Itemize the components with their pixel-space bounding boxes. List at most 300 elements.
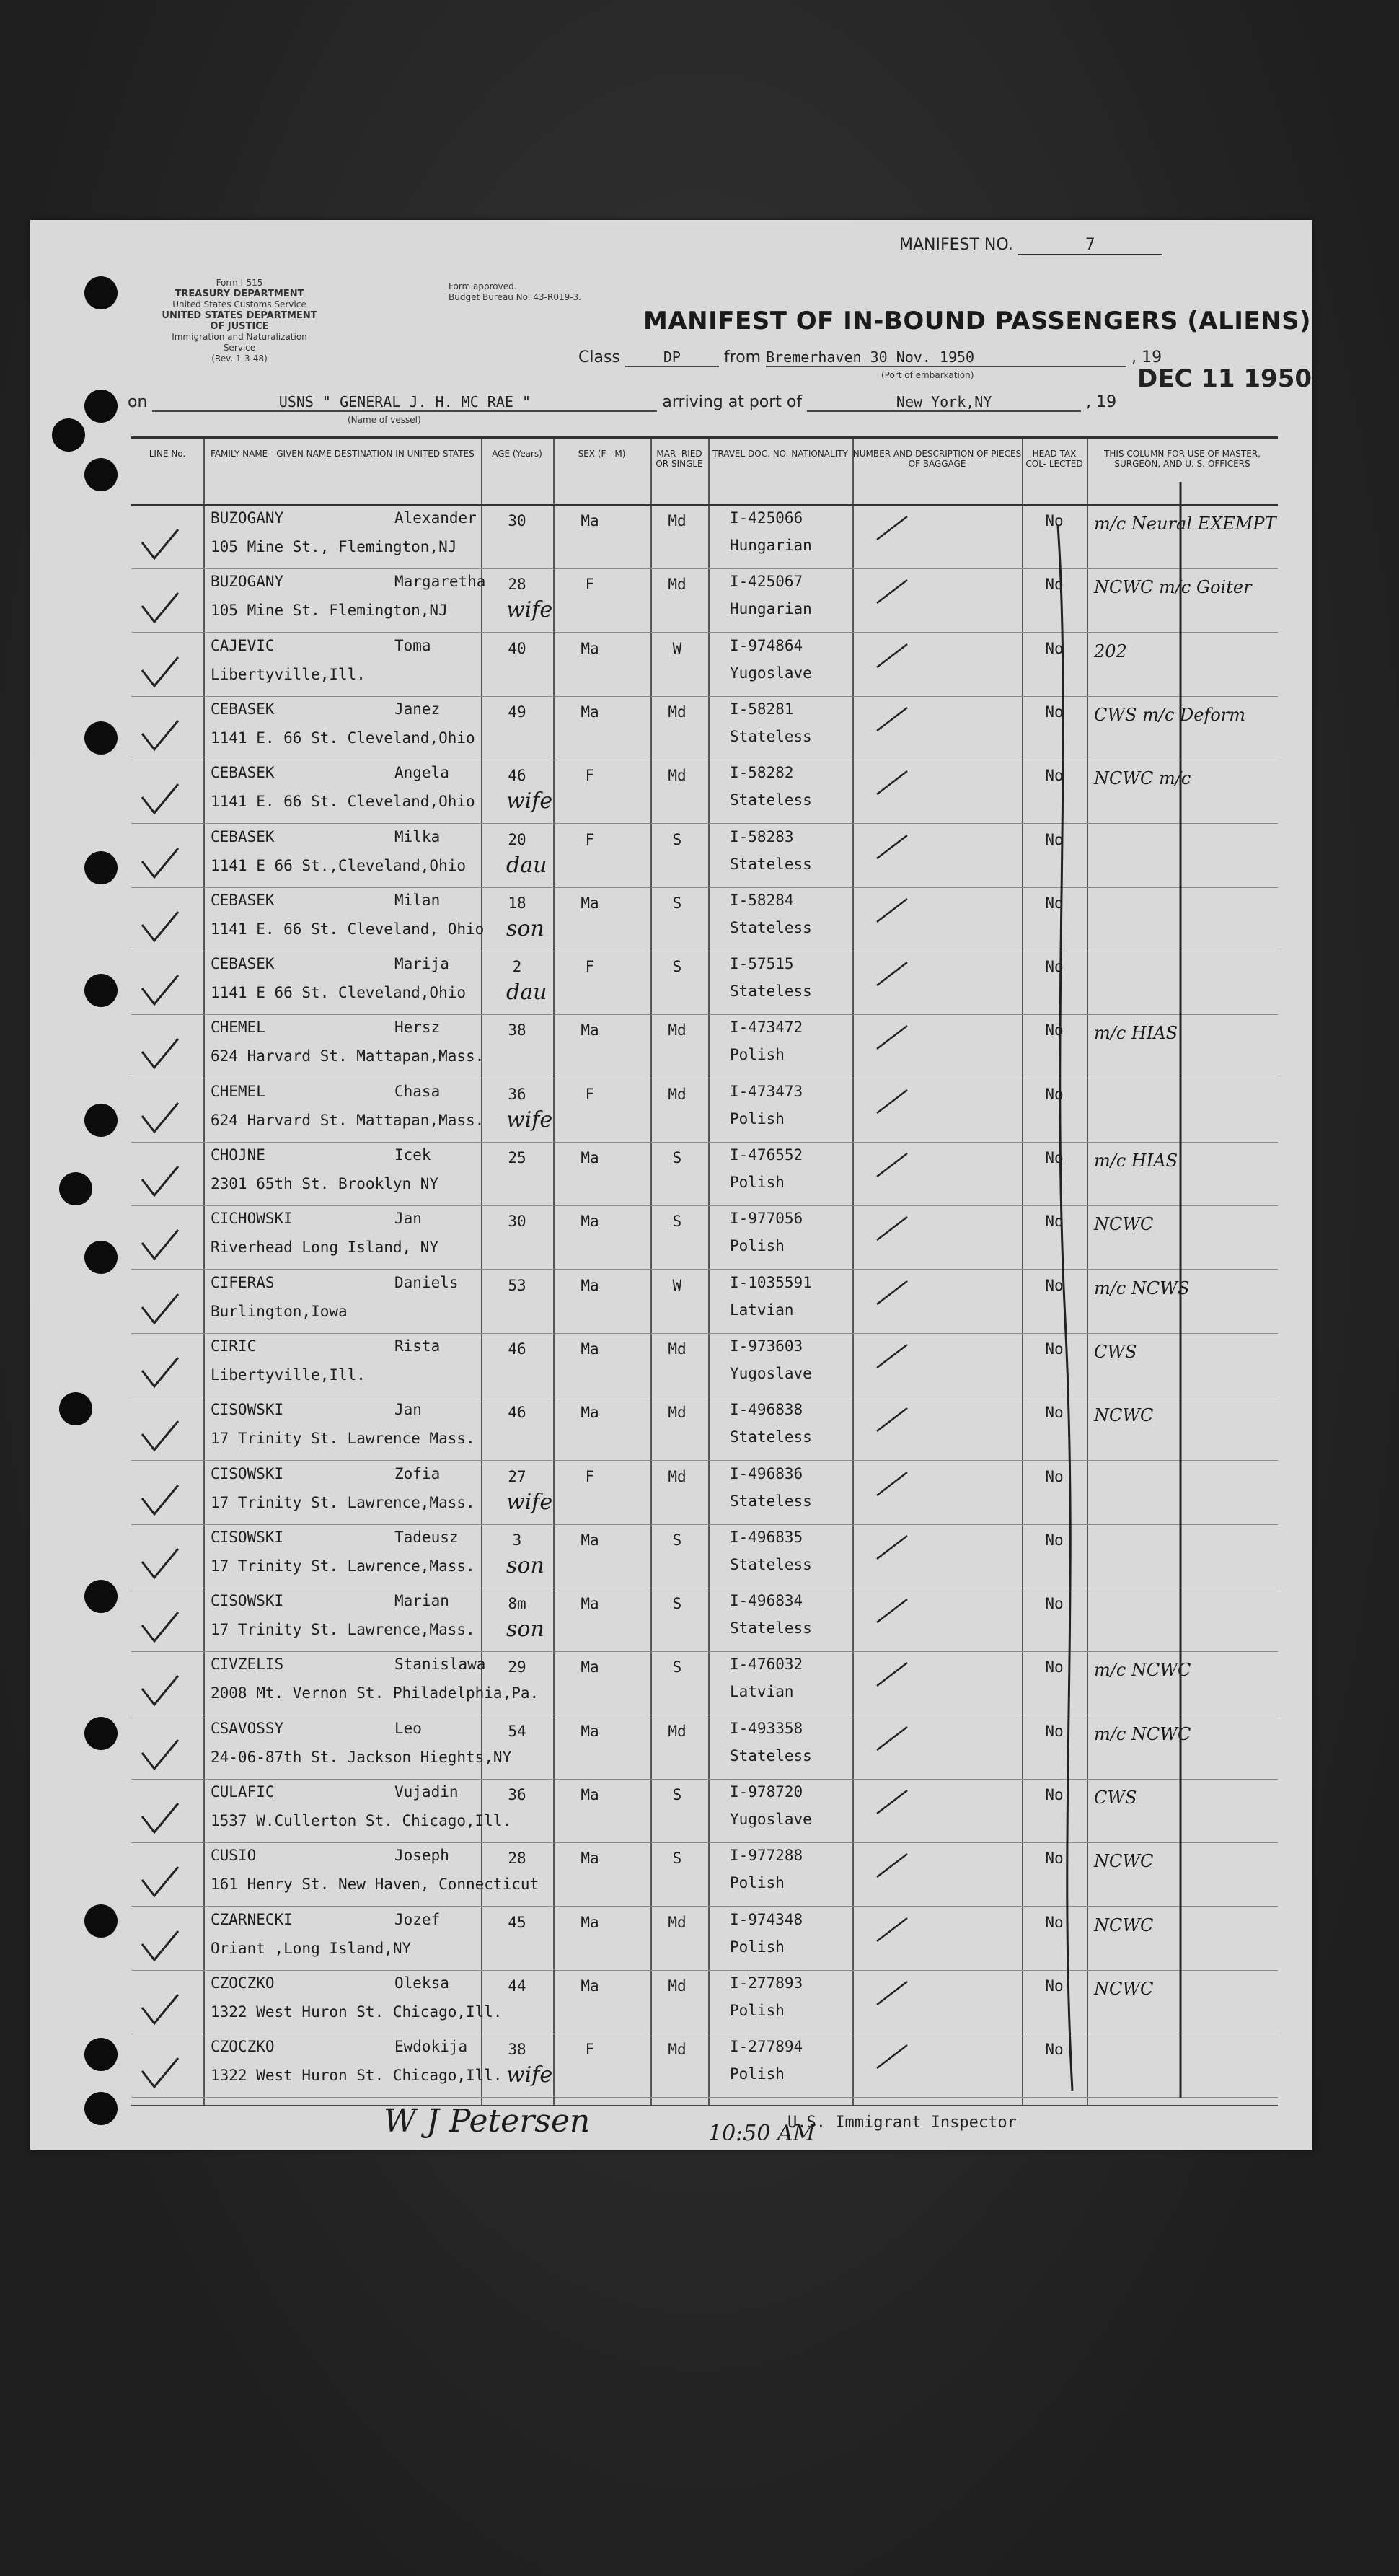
check-mark-icon xyxy=(138,909,182,945)
age: 49 xyxy=(508,703,526,721)
head-tax: No xyxy=(1045,1595,1064,1613)
form-approval: Form approved. Budget Bureau No. 43-R019-3. xyxy=(449,281,581,302)
check-mark-icon xyxy=(138,1482,182,1518)
col-married: MAR- RIED OR SINGLE xyxy=(656,449,703,469)
sex: Ma xyxy=(581,1722,599,1740)
age: 36 xyxy=(508,1786,526,1803)
age: 27 xyxy=(508,1467,526,1485)
family-name: CHOJNE xyxy=(211,1146,265,1164)
table-row xyxy=(131,1651,1278,1715)
head-tax: No xyxy=(1045,576,1064,594)
col-travel-doc: TRAVEL DOC. NO. NATIONALITY xyxy=(712,449,848,459)
check-mark-icon xyxy=(138,1673,182,1709)
travel-doc-no: I-978720 xyxy=(730,1783,803,1801)
check-mark-icon xyxy=(138,1227,182,1263)
marital-status: S xyxy=(672,1786,682,1803)
punch-hole xyxy=(84,458,118,491)
col-sex: SEX (F—M) xyxy=(578,449,626,459)
destination: 161 Henry St. New Haven, Connecticut xyxy=(211,1876,539,1894)
travel-doc-no: I-974864 xyxy=(730,636,803,654)
age: 38 xyxy=(508,1021,526,1039)
table-row xyxy=(131,1715,1278,1780)
doc-tick-icon xyxy=(874,1342,910,1374)
doc-tick-icon xyxy=(874,1788,910,1820)
sex: Ma xyxy=(581,1276,599,1294)
age: 44 xyxy=(508,1977,526,1995)
doc-tick-icon xyxy=(874,641,910,674)
punch-hole xyxy=(84,1717,118,1750)
destination: 2301 65th St. Brooklyn NY xyxy=(211,1175,439,1192)
doc-tick-icon xyxy=(874,577,910,610)
given-name: Jan xyxy=(394,1210,422,1228)
treasury-department: TREASURY DEPARTMENT xyxy=(175,289,304,299)
check-mark-icon xyxy=(138,781,182,817)
travel-doc-no: I-496838 xyxy=(730,1401,803,1419)
col-baggage: NUMBER AND DESCRIPTION OF PIECES OF BAGGAGE xyxy=(852,449,1022,469)
check-mark-icon xyxy=(138,718,182,754)
travel-doc-no: I-973603 xyxy=(730,1337,803,1355)
marital-status: Md xyxy=(668,1021,687,1039)
doc-tick-icon xyxy=(874,1087,910,1120)
destination: 105 Mine St. Flemington,NJ xyxy=(211,602,448,620)
doc-tick-icon xyxy=(874,1405,910,1438)
family-name: CEBASEK xyxy=(211,891,275,909)
table-row xyxy=(131,760,1278,824)
doc-tick-icon xyxy=(874,768,910,801)
agency-header xyxy=(160,278,319,364)
officer-note: CWS m/c Deform xyxy=(1094,704,1246,725)
age: 53 xyxy=(508,1276,526,1294)
destination: Libertyville,Ill. xyxy=(211,1366,366,1384)
relation-annotation: wife xyxy=(506,2062,553,2088)
marital-status: S xyxy=(672,1850,682,1868)
col-name: FAMILY NAME—GIVEN NAME DESTINATION IN UNITED STATES xyxy=(211,449,475,459)
travel-doc-no: I-974348 xyxy=(730,1910,803,1928)
head-tax: No xyxy=(1045,767,1064,785)
head-tax: No xyxy=(1045,1913,1064,1931)
check-mark-icon xyxy=(138,1864,182,1900)
doc-tick-icon xyxy=(874,1851,910,1883)
destination: 1141 E 66 St. Cleveland,Ohio xyxy=(211,984,467,1002)
check-mark-icon xyxy=(138,1418,182,1454)
check-mark-icon xyxy=(138,1036,182,1072)
doc-tick-icon xyxy=(874,1214,910,1247)
head-tax: No xyxy=(1045,958,1064,976)
head-tax: No xyxy=(1045,1404,1064,1422)
nationality: Stateless xyxy=(730,918,812,936)
vessel-note: (Name of vessel) xyxy=(348,415,421,425)
head-tax: No xyxy=(1045,1977,1064,1995)
sex: Ma xyxy=(581,1913,599,1931)
destination: 17 Trinity St. Lawrence,Mass. xyxy=(211,1557,475,1575)
marital-status: S xyxy=(672,1149,682,1166)
nationality: Hungarian xyxy=(730,537,812,554)
destination: 1322 West Huron St. Chicago,Ill. xyxy=(211,2067,503,2085)
nationality: Stateless xyxy=(730,855,812,873)
age: 28 xyxy=(508,576,526,594)
col-line-no: LINE No. xyxy=(149,449,186,459)
doc-tick-icon xyxy=(874,1660,910,1692)
family-name: CISOWSKI xyxy=(211,1464,284,1482)
age: 30 xyxy=(508,512,526,529)
family-name: CSAVOSSY xyxy=(211,1719,284,1737)
destination: Burlington,Iowa xyxy=(211,1302,348,1320)
given-name: Alexander xyxy=(394,509,477,527)
officer-note: m/c HIAS xyxy=(1094,1151,1178,1171)
sex: Ma xyxy=(581,512,599,529)
nationality: Yugoslave xyxy=(730,664,812,682)
vessel-line: on USNS " GENERAL J. H. MC RAE " arriving at port of New York,NY , 19 xyxy=(128,393,1117,411)
age: 25 xyxy=(508,1149,526,1166)
sex: Ma xyxy=(581,1213,599,1231)
marital-status: Md xyxy=(668,1977,687,1995)
nationality: Latvian xyxy=(730,1683,794,1701)
nationality: Polish xyxy=(730,2065,785,2083)
travel-doc-no: I-473473 xyxy=(730,1082,803,1100)
officer-note: NCWC xyxy=(1094,1214,1154,1235)
given-name: Vujadin xyxy=(394,1783,459,1801)
punch-hole xyxy=(84,390,118,423)
relation-annotation: son xyxy=(506,1617,544,1643)
given-name: Margaretha xyxy=(394,573,486,591)
sex: Ma xyxy=(581,1786,599,1803)
marital-status: S xyxy=(672,830,682,848)
officer-note: 202 xyxy=(1094,641,1127,661)
given-name: Janez xyxy=(394,700,441,718)
marital-status: S xyxy=(672,1658,682,1676)
relation-annotation: wife xyxy=(506,788,553,814)
check-mark-icon xyxy=(138,1928,182,1964)
doc-tick-icon xyxy=(874,1596,910,1629)
marital-status: S xyxy=(672,1595,682,1613)
table-row xyxy=(131,1142,1278,1206)
table-row xyxy=(131,1588,1278,1652)
passenger-table xyxy=(131,436,1278,2106)
family-name: CEBASEK xyxy=(211,955,275,973)
family-name: CISOWSKI xyxy=(211,1528,284,1546)
marital-status: S xyxy=(672,1531,682,1549)
head-tax: No xyxy=(1045,1276,1064,1294)
nationality: Stateless xyxy=(730,1746,812,1764)
head-tax: No xyxy=(1045,1340,1064,1358)
age: 36 xyxy=(508,1085,526,1103)
sex: F xyxy=(585,576,595,594)
check-mark-icon xyxy=(138,1609,182,1645)
family-name: CEBASEK xyxy=(211,827,275,845)
given-name: Oleksa xyxy=(394,1974,449,1992)
age: 46 xyxy=(508,767,526,785)
officer-note: NCWC xyxy=(1094,1915,1154,1935)
punch-hole xyxy=(59,1172,92,1205)
head-tax: No xyxy=(1045,1786,1064,1803)
class-value: DP xyxy=(625,348,719,367)
check-mark-icon xyxy=(138,590,182,626)
check-mark-icon xyxy=(138,1546,182,1582)
travel-doc-no: I-57515 xyxy=(730,955,794,973)
sex: F xyxy=(585,2041,595,2059)
head-tax: No xyxy=(1045,1021,1064,1039)
officer-note: NCWC m/c xyxy=(1094,768,1191,789)
nationality: Polish xyxy=(730,1174,785,1191)
doc-tick-icon xyxy=(874,832,910,865)
marital-status: Md xyxy=(668,703,687,721)
travel-doc-no: I-58281 xyxy=(730,700,794,718)
table-row xyxy=(131,1907,1278,1971)
given-name: Milka xyxy=(394,827,441,845)
sex: F xyxy=(585,958,595,976)
head-tax: No xyxy=(1045,1531,1064,1549)
family-name: BUZOGANY xyxy=(211,509,284,527)
destination: Libertyville,Ill. xyxy=(211,665,366,683)
officer-note: m/c Neural EXEMPT xyxy=(1094,514,1276,534)
table-row xyxy=(131,1779,1278,1843)
given-name: Jozef xyxy=(394,1910,441,1928)
travel-doc-no: I-977056 xyxy=(730,1210,803,1228)
officer-note: NCWC xyxy=(1094,1978,1154,1999)
given-name: Jan xyxy=(394,1401,422,1419)
travel-doc-no: I-476032 xyxy=(730,1656,803,1674)
customs-service: United States Customs Service xyxy=(172,299,306,309)
given-name: Milan xyxy=(394,891,441,909)
destination: 1141 E. 66 St. Cleveland,Ohio xyxy=(211,793,475,811)
sex: Ma xyxy=(581,1595,599,1613)
doc-tick-icon xyxy=(874,1724,910,1757)
table-row xyxy=(131,696,1278,760)
family-name: CIVZELIS xyxy=(211,1656,284,1674)
nationality: Stateless xyxy=(730,1555,812,1573)
officer-note: m/c NCWC xyxy=(1094,1660,1191,1681)
check-mark-icon xyxy=(138,972,182,1008)
destination: 17 Trinity St. Lawrence,Mass. xyxy=(211,1493,475,1511)
doc-tick-icon xyxy=(874,1915,910,1948)
destination: 17 Trinity St. Lawrence Mass. xyxy=(211,1430,475,1448)
given-name: Marian xyxy=(394,1592,449,1610)
travel-doc-no: I-1035591 xyxy=(730,1273,812,1291)
sex: Ma xyxy=(581,1021,599,1039)
age: 3 xyxy=(512,1531,522,1549)
family-name: CEBASEK xyxy=(211,764,275,782)
page-title: MANIFEST OF IN-BOUND PASSENGERS (ALIENS) xyxy=(643,307,1312,335)
table-row xyxy=(131,1078,1278,1143)
table-row xyxy=(131,505,1278,569)
doc-tick-icon xyxy=(874,1151,910,1183)
marital-status: S xyxy=(672,1213,682,1231)
table-row xyxy=(131,887,1278,951)
head-tax: No xyxy=(1045,1850,1064,1868)
family-name: CZOCZKO xyxy=(211,2038,275,2056)
relation-annotation: wife xyxy=(506,597,553,623)
check-mark-icon xyxy=(138,654,182,690)
table-row xyxy=(131,2034,1278,2098)
from-value: Bremerhaven 30 Nov. 1950 xyxy=(766,348,1126,367)
sex: Ma xyxy=(581,1149,599,1166)
punch-hole xyxy=(84,974,118,1007)
given-name: Tadeusz xyxy=(394,1528,459,1546)
head-tax: No xyxy=(1045,703,1064,721)
relation-annotation: dau xyxy=(506,980,547,1006)
check-mark-icon xyxy=(138,1992,182,2028)
nationality: Polish xyxy=(730,1046,785,1064)
check-mark-icon xyxy=(138,1164,182,1200)
travel-doc-no: I-277893 xyxy=(730,1974,803,1992)
given-name: Angela xyxy=(394,764,449,782)
relation-annotation: wife xyxy=(506,1489,553,1515)
age: 38 xyxy=(508,2041,526,2059)
marital-status: Md xyxy=(668,1404,687,1422)
given-name: Rista xyxy=(394,1337,441,1355)
given-name: Chasa xyxy=(394,1082,441,1100)
travel-doc-no: I-425066 xyxy=(730,509,803,527)
relation-annotation: son xyxy=(506,915,544,941)
officer-note: CWS xyxy=(1094,1341,1137,1362)
head-tax: No xyxy=(1045,1085,1064,1103)
head-tax: No xyxy=(1045,639,1064,657)
sex: Ma xyxy=(581,703,599,721)
marital-status: Md xyxy=(668,576,687,594)
destination: 1141 E. 66 St. Cleveland,Ohio xyxy=(211,729,475,747)
sex: F xyxy=(585,767,595,785)
age: 8m xyxy=(508,1595,526,1613)
family-name: CISOWSKI xyxy=(211,1401,284,1419)
table-row xyxy=(131,1970,1278,2034)
age: 30 xyxy=(508,1213,526,1231)
check-mark-icon xyxy=(138,1737,182,1773)
check-mark-icon xyxy=(138,1100,182,1136)
relation-annotation: dau xyxy=(506,852,547,878)
sex: Ma xyxy=(581,1340,599,1358)
sex: Ma xyxy=(581,1977,599,1995)
check-mark-icon xyxy=(138,1801,182,1837)
age: 2 xyxy=(512,958,522,976)
destination: 624 Harvard St. Mattapan,Mass. xyxy=(211,1047,485,1065)
nationality: Polish xyxy=(730,1938,785,1956)
table-header xyxy=(131,439,1278,506)
check-mark-icon xyxy=(138,1291,182,1327)
marital-status: S xyxy=(672,894,682,912)
head-tax: No xyxy=(1045,1467,1064,1485)
given-name: Stanislawa xyxy=(394,1656,486,1674)
age: 18 xyxy=(508,894,526,912)
head-tax: No xyxy=(1045,830,1064,848)
given-name: Hersz xyxy=(394,1019,441,1037)
officer-note: m/c NCWS xyxy=(1094,1278,1190,1298)
family-name: CICHOWSKI xyxy=(211,1210,293,1228)
marital-status: W xyxy=(672,1276,682,1294)
nationality: Polish xyxy=(730,1109,785,1127)
travel-doc-no: I-58284 xyxy=(730,891,794,909)
travel-doc-no: I-977288 xyxy=(730,1847,803,1865)
sex: Ma xyxy=(581,1658,599,1676)
nationality: Polish xyxy=(730,2001,785,2019)
head-tax: No xyxy=(1045,1658,1064,1676)
age: 28 xyxy=(508,1850,526,1868)
family-name: CIFERAS xyxy=(211,1273,275,1291)
table-row xyxy=(131,568,1278,633)
destination: 1141 E. 66 St. Cleveland, Ohio xyxy=(211,920,485,938)
col-age: AGE (Years) xyxy=(492,449,542,459)
table-row xyxy=(131,1842,1278,1907)
family-name: CZARNECKI xyxy=(211,1910,293,1928)
marital-status: Md xyxy=(668,2041,687,2059)
punch-hole xyxy=(84,1904,118,1938)
nationality: Hungarian xyxy=(730,600,812,618)
sex: Ma xyxy=(581,639,599,657)
officer-note: m/c HIAS xyxy=(1094,1023,1178,1044)
relation-annotation: wife xyxy=(506,1107,553,1133)
age: 46 xyxy=(508,1340,526,1358)
nationality: Polish xyxy=(730,1237,785,1255)
destination: 2008 Mt. Vernon St. Philadelphia,Pa. xyxy=(211,1684,539,1702)
punch-hole xyxy=(84,1241,118,1274)
given-name: Toma xyxy=(394,636,431,654)
table-row xyxy=(131,1205,1278,1270)
travel-doc-no: I-58282 xyxy=(730,764,794,782)
nationality: Stateless xyxy=(730,791,812,809)
head-tax: No xyxy=(1045,2041,1064,2059)
punch-hole xyxy=(84,851,118,884)
destination: Riverhead Long Island, NY xyxy=(211,1239,439,1257)
family-name: CZOCZKO xyxy=(211,1974,275,1992)
doc-tick-icon xyxy=(874,514,910,546)
officer-column-line xyxy=(1170,482,1191,2101)
marital-status: W xyxy=(672,639,682,657)
age: 46 xyxy=(508,1404,526,1422)
relation-annotation: son xyxy=(506,1552,544,1578)
given-name: Leo xyxy=(394,1719,422,1737)
inspector-signature: W J Petersen xyxy=(384,2103,591,2140)
nationality: Stateless xyxy=(730,983,812,1001)
destination: 624 Harvard St. Mattapan,Mass. xyxy=(211,1111,485,1129)
marital-status: Md xyxy=(668,1085,687,1103)
age: 45 xyxy=(508,1913,526,1931)
doc-tick-icon xyxy=(874,2042,910,2075)
travel-doc-no: I-473472 xyxy=(730,1019,803,1037)
doc-tick-icon xyxy=(874,1469,910,1502)
age: 40 xyxy=(508,639,526,657)
doc-tick-icon xyxy=(874,705,910,737)
doc-tick-icon xyxy=(874,1979,910,2011)
sex: F xyxy=(585,1467,595,1485)
punch-hole xyxy=(84,721,118,755)
nationality: Yugoslave xyxy=(730,1364,812,1382)
revision: (Rev. 1-3-48) xyxy=(211,353,268,364)
doc-tick-icon xyxy=(874,1278,910,1311)
doc-tick-icon xyxy=(874,1533,910,1565)
arrival-date-stamp: DEC 11 1950 xyxy=(1137,364,1312,393)
table-row xyxy=(131,1461,1278,1525)
punch-hole xyxy=(84,1580,118,1613)
nationality: Yugoslave xyxy=(730,1811,812,1828)
col-head-tax: HEAD TAX COL- LECTED xyxy=(1025,449,1083,469)
travel-doc-no: I-496836 xyxy=(730,1464,803,1482)
head-tax: No xyxy=(1045,894,1064,912)
vessel-name: USNS " GENERAL J. H. MC RAE " xyxy=(152,393,657,412)
travel-doc-no: I-493358 xyxy=(730,1719,803,1737)
marital-status: Md xyxy=(668,1722,687,1740)
class-line: Class DP from Bremerhaven 30 Nov. 1950 , 19 xyxy=(578,348,1162,366)
marital-status: Md xyxy=(668,767,687,785)
sex: Ma xyxy=(581,1531,599,1549)
age: 20 xyxy=(508,830,526,848)
arrival-port: New York,NY xyxy=(807,393,1081,412)
table-row xyxy=(131,1014,1278,1078)
destination: 17 Trinity St. Lawrence,Mass. xyxy=(211,1621,475,1639)
age: 29 xyxy=(508,1658,526,1676)
tax-column-bracket-line xyxy=(1043,525,1087,2101)
doc-tick-icon xyxy=(874,896,910,928)
nationality: Polish xyxy=(730,1874,785,1892)
immigration-service: Immigration and Naturalization Service xyxy=(172,332,307,353)
